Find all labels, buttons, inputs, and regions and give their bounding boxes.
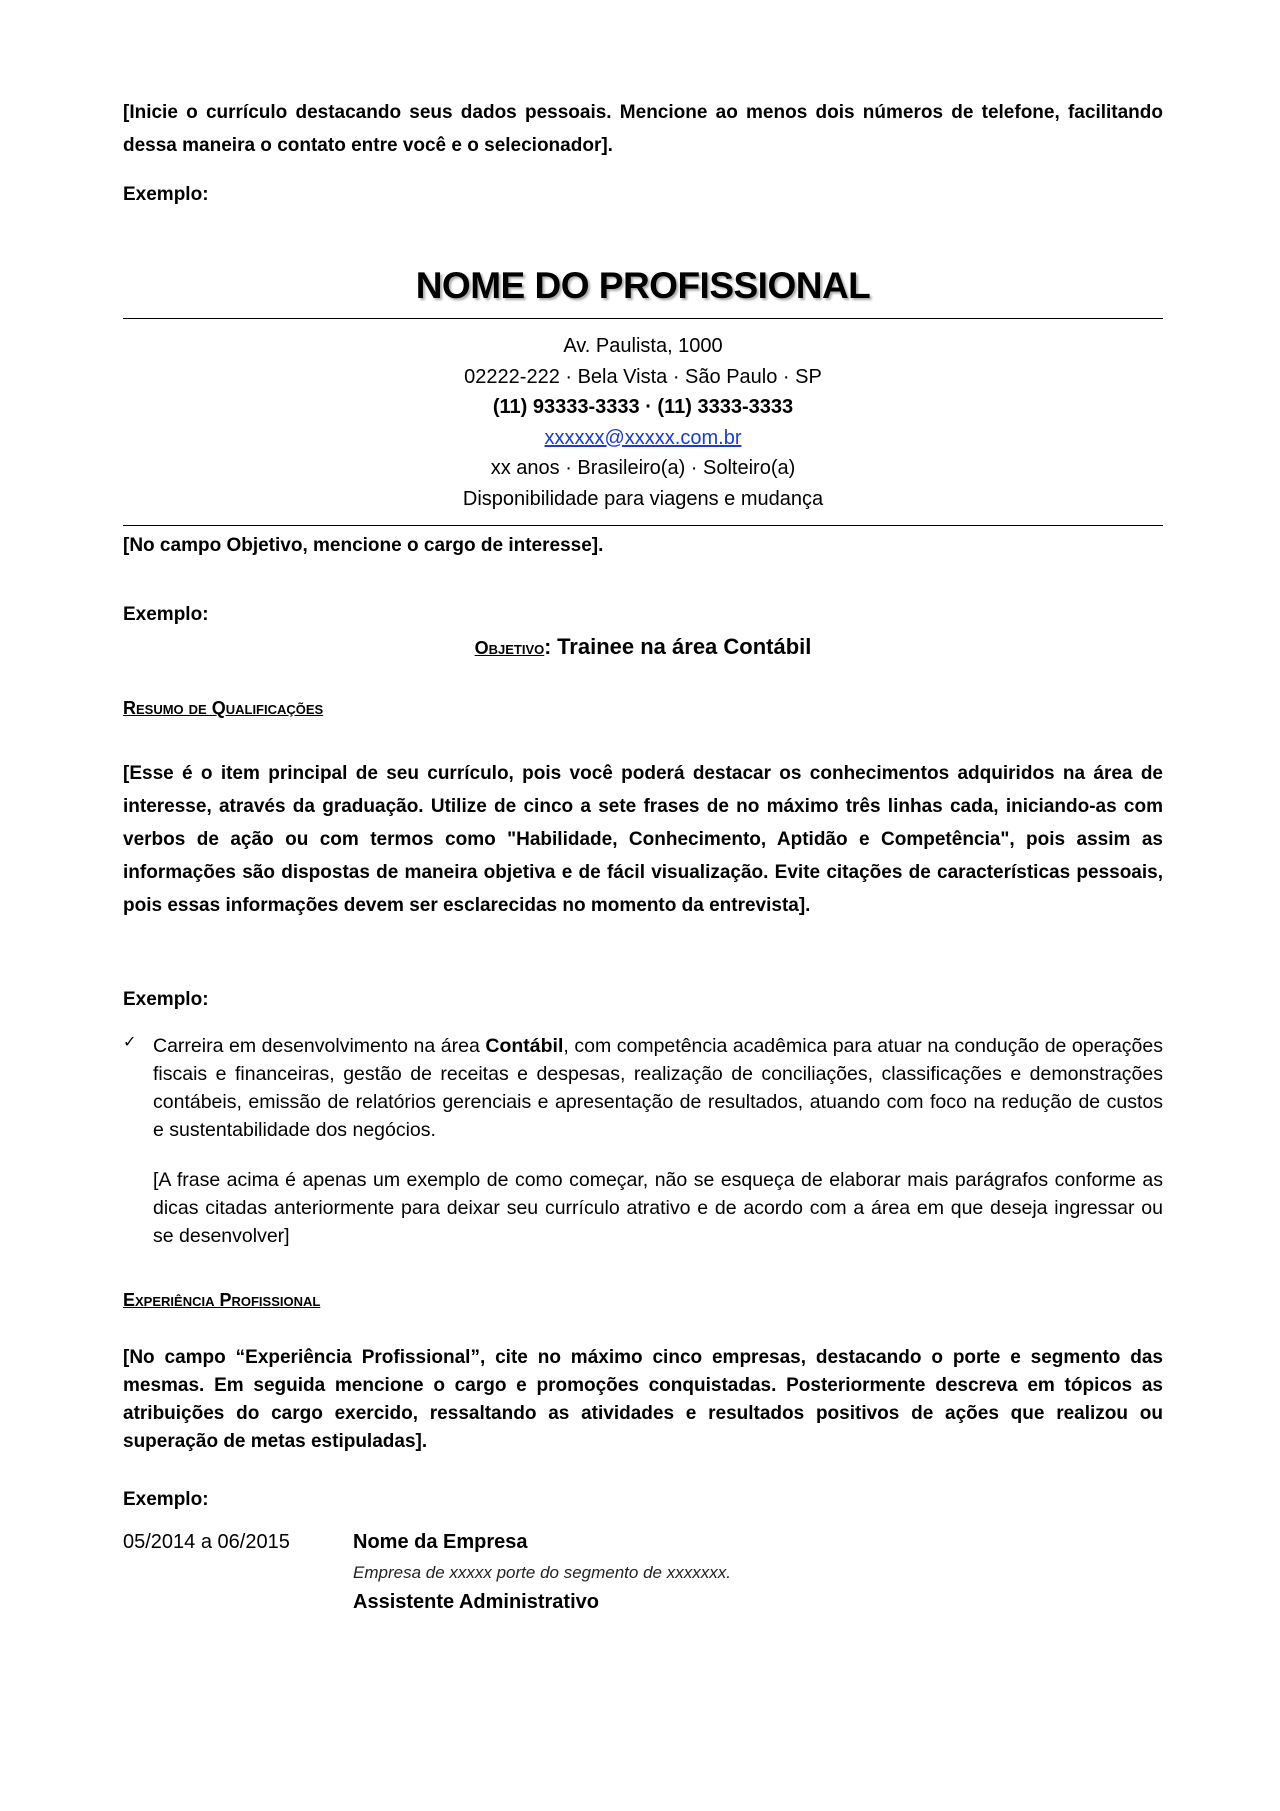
objective-value: Trainee na área Contábil xyxy=(557,634,812,659)
experience-heading-wrap xyxy=(123,1290,1163,1311)
personal-info: xx anos · Brasileiro(a) · Solteiro(a) xyxy=(490,457,796,479)
experience-instruction: [No campo “Experiência Profissional”, cite no máximo cinco empresas, destacando o porte e segmento das mesmas. Em seguida mencione o cargo e promoções conquistadas. Posteriormente descreva em tópicos as atribuições do cargo exercido, ressaltando as atividades e resultados positivos de ações que realizou ou superação de metas estipuladas]. xyxy=(123,1347,1163,1452)
qualifications-instruction: [Esse é o item principal de seu currículo, pois você poderá destacar os conhecimentos adquiridos na área de interesse, através da graduação. Utilize de cinco a sete frases de no máximo três linhas cada, iniciando-as com verbos de ação ou com termos como "Habilidade, Conhecimento, Aptidão e Competência", pois assim as informações são dispostas de maneira objetiva e de fácil visualização. Evite citações de características pessoais, pois essas informações devem ser esclarecidas no momento da entrevista]. xyxy=(123,763,1163,916)
experience-heading: Experiência Profissional xyxy=(123,1290,321,1310)
qualifications-heading-wrap xyxy=(123,698,1163,719)
intro-instruction: [Inicie o currículo destacando seus dados pessoais. Mencione ao menos dois números de telefone, facilitando dessa maneira o contato entre você e o selecionador]. xyxy=(123,102,1163,156)
header-top-rule xyxy=(123,318,1163,319)
objective-line: Objetivo: Trainee na área Contábil xyxy=(474,634,812,659)
phones: (11) 93333-3333 · (11) 3333-3333 xyxy=(492,396,794,418)
header-bottom-rule xyxy=(123,525,1163,526)
company-name: Nome da Empresa xyxy=(353,1531,528,1553)
qualification-text-bold: Contábil xyxy=(485,1035,564,1057)
locality: 02222-222 · Bela Vista · São Paulo · SP xyxy=(464,365,822,388)
experience-period: 05/2014 a 06/2015 xyxy=(123,1531,290,1553)
objective-instruction: [No campo Objetivo, mencione o cargo de interesse]. xyxy=(123,535,604,556)
qualification-text-suffix: , com competência acadêmica para atuar na condução de operações fiscais e financeiras, gestão de receitas e despesas, realização de conciliações, classificações e demonstrações contábeis, emissão de relatórios gerenciais e apresentação de resultados, atuando com foco na redução de custos e sustentabilidade dos negócios. xyxy=(153,1035,1163,1141)
experience-example-label: Exemplo: xyxy=(123,1489,209,1510)
intro-example-label: Exemplo: xyxy=(123,184,209,205)
check-icon: ✓ xyxy=(123,1034,137,1051)
email-link[interactable]: xxxxxx@xxxxx.com.br xyxy=(544,426,742,449)
professional-name: NOME DO PROFISSIONAL xyxy=(415,265,871,306)
qualification-text-prefix: Carreira em desenvolvimento na área xyxy=(153,1035,480,1057)
contact-block xyxy=(123,331,1163,514)
objective-example-label: Exemplo: xyxy=(123,604,209,625)
availability: Disponibilidade para viagens e mudança xyxy=(462,487,824,510)
qualification-note: [A frase acima é apenas um exemplo de como começar, não se esqueça de elaborar mais parágrafos conforme as dicas citadas anteriormente para deixar seu currículo atrativo e de acordo com a área em que deseja ingressar ou se desenvolver] xyxy=(153,1169,1163,1247)
qualifications-heading: Resumo de Qualificações xyxy=(123,698,324,718)
qualifications-example-label: Exemplo: xyxy=(123,989,209,1010)
company-description: Empresa de xxxxx porte do segmento de xxxxxxx. xyxy=(353,1563,731,1582)
qualification-item xyxy=(123,1032,1163,1250)
job-role: Assistente Administrativo xyxy=(353,1591,599,1613)
address: Av. Paulista, 1000 xyxy=(563,335,723,357)
objective-label: Objetivo xyxy=(474,638,545,658)
